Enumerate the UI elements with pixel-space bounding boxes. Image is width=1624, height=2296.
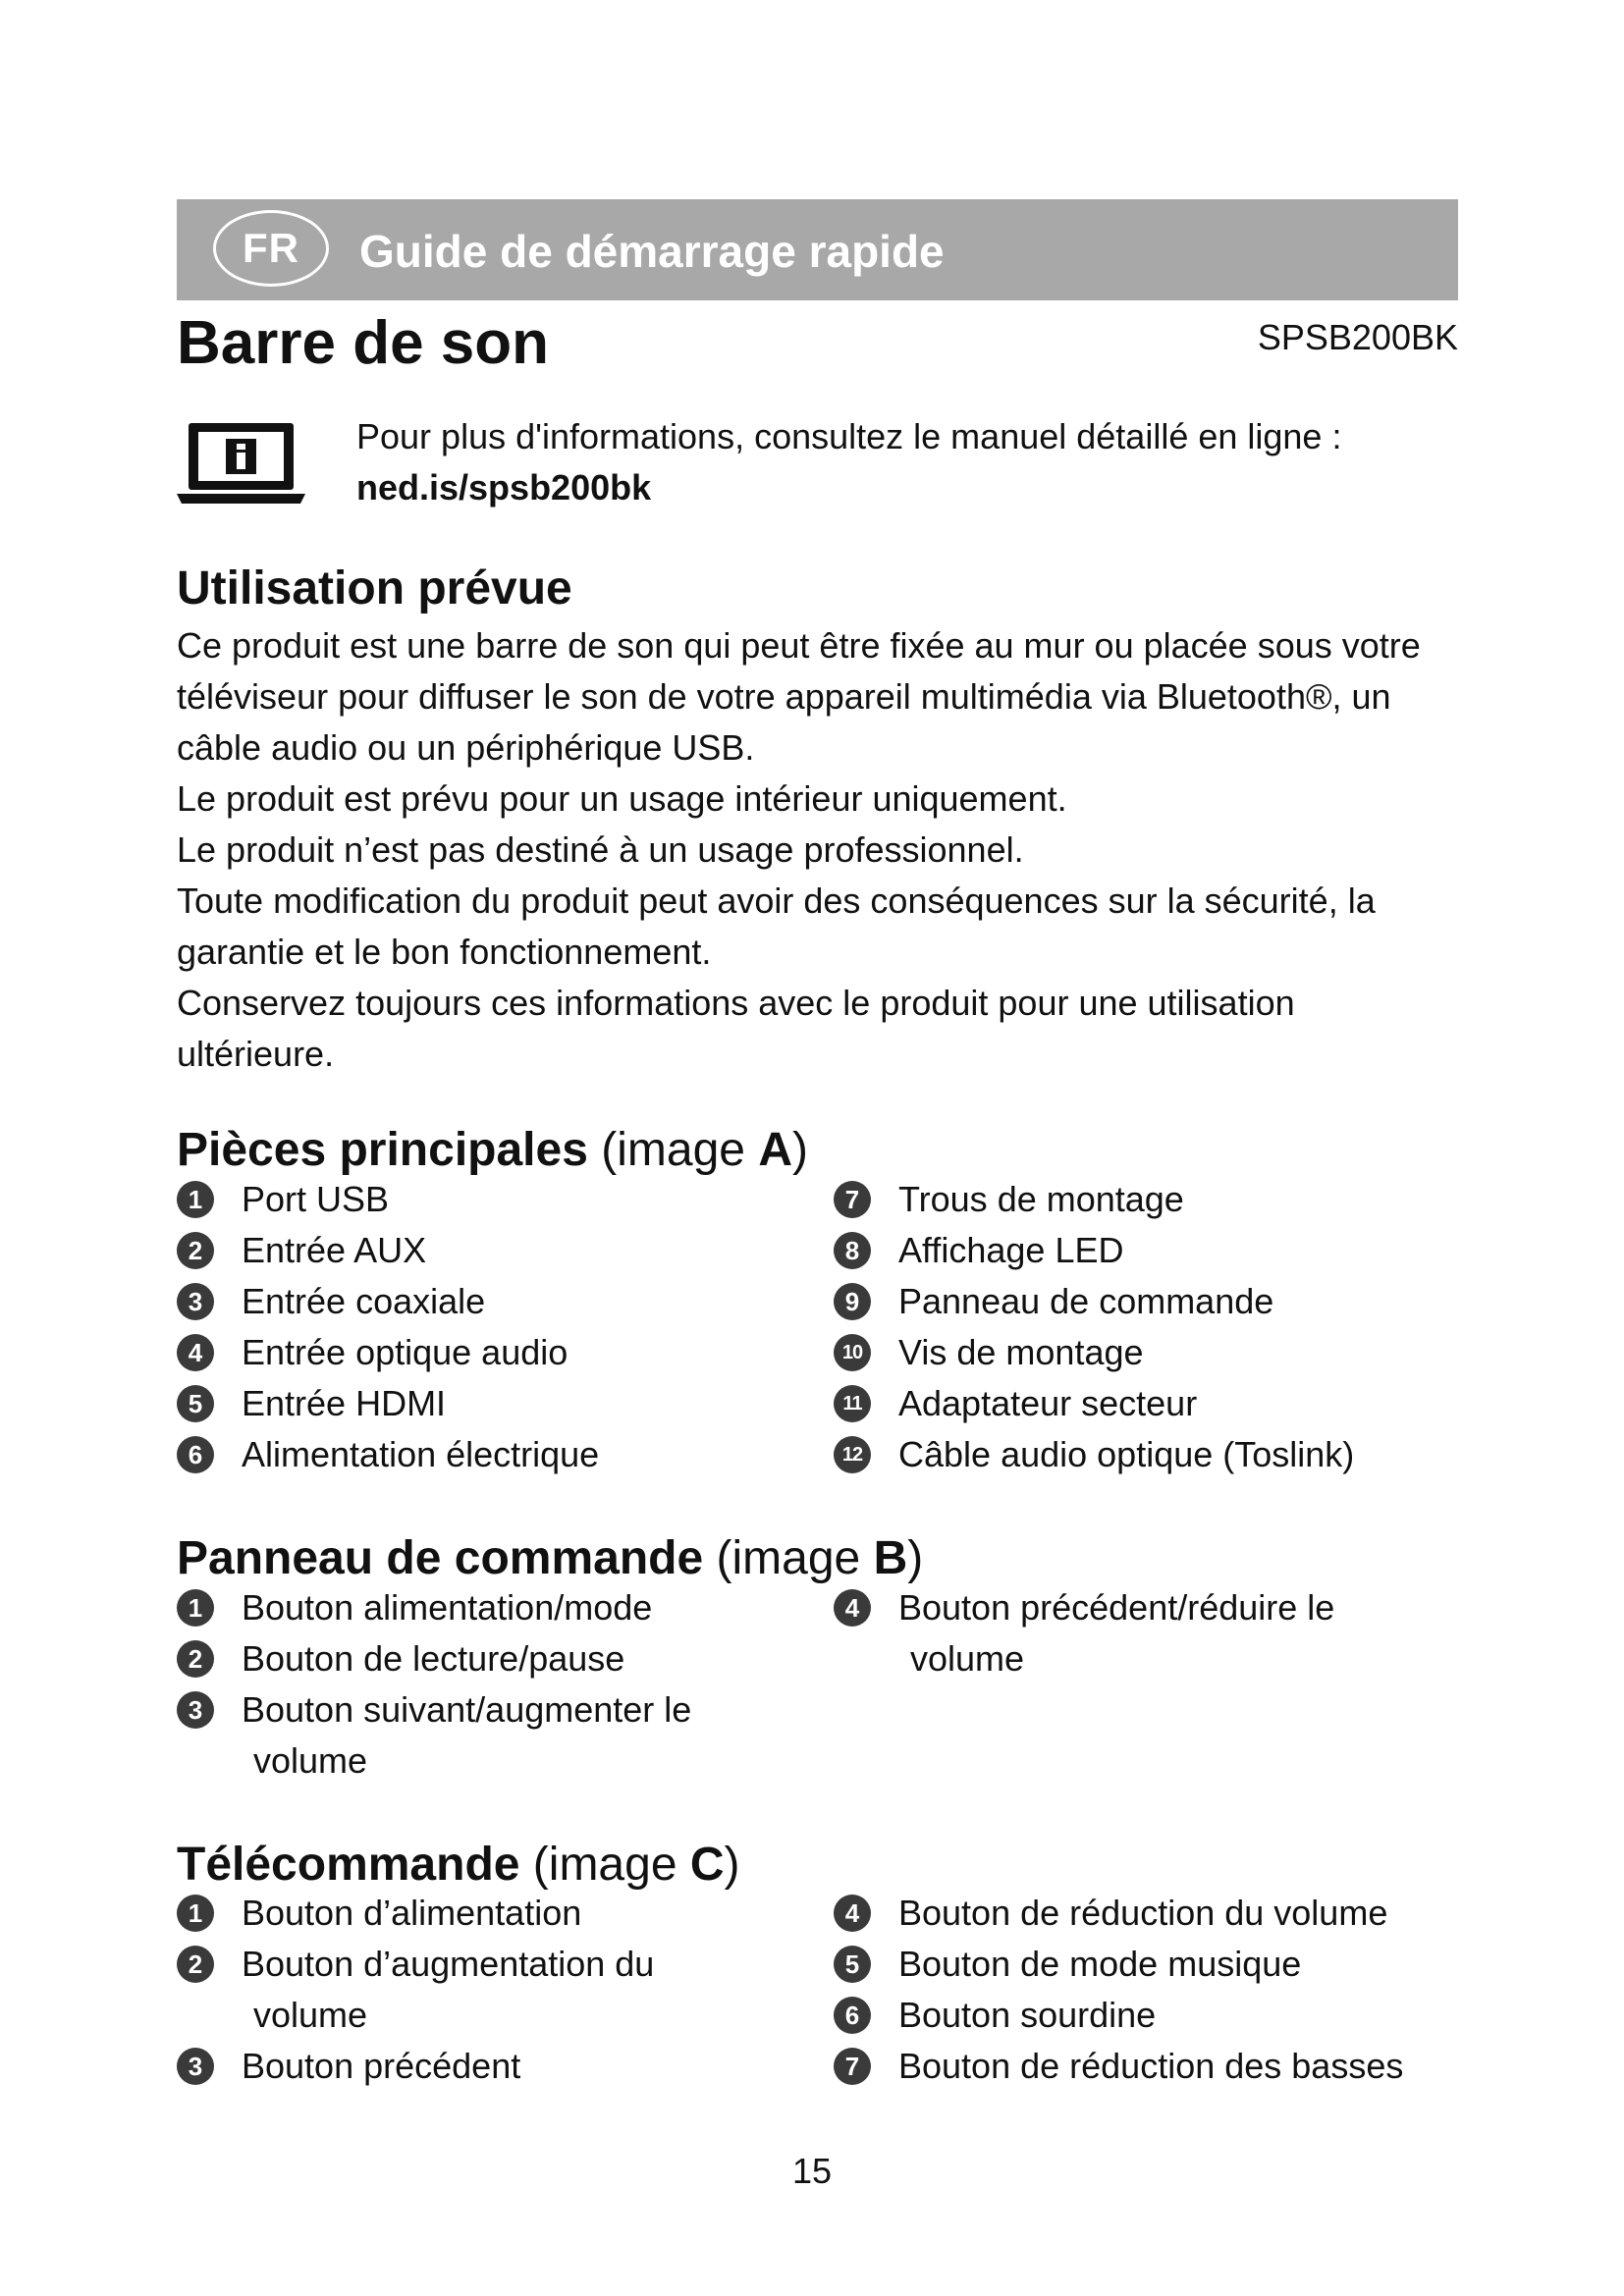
remote-list-left [177,1888,654,2092]
list-item: 2 Bouton d’augmentation du volume [177,1939,654,2041]
list-item: 6 Bouton sourdine [834,1990,1403,2041]
paragraph-line: Conservez toujours ces informations avec le produit pour une utilisation [177,983,1295,1023]
list-item: 4 Entrée optique audio [177,1327,599,1378]
list-item: 1 Bouton alimentation/mode [177,1582,691,1633]
list-item: 1 Bouton d’alimentation [177,1888,654,1939]
main-parts-heading: Pièces principales (image A) [177,1124,808,1176]
number-badge: 2 [177,1640,214,1678]
number-badge: 4 [834,1895,871,1932]
document-title: Barre de son [177,309,550,377]
number-badge: 11 [834,1385,871,1422]
number-badge: 7 [834,1181,871,1218]
list-item: 2 Bouton de lecture/pause [177,1633,691,1684]
paragraph-line: câble audio ou un périphérique USB. [177,727,755,768]
list-item: 1 Port USB [177,1174,599,1225]
number-badge: 7 [834,2048,871,2085]
list-item: 3 Bouton suivant/augmenter le volume [177,1684,691,1787]
number-badge: 2 [177,1946,214,1983]
number-badge: 4 [834,1589,871,1627]
number-badge: 6 [834,1997,871,2034]
list-item: 3 Entrée coaxiale [177,1276,599,1327]
paragraph-line: téléviseur pour diffuser le son de votre appareil multimédia via Bluetooth®, un [177,676,1391,717]
paragraph-line: ultérieure. [177,1034,335,1074]
model-number: SPSB200BK [1257,317,1458,357]
laptop-info-icon [175,419,307,509]
number-badge: 2 [177,1232,214,1269]
number-badge: 5 [834,1946,871,1983]
number-badge: 5 [177,1385,214,1422]
language-badge: FR [213,210,329,287]
online-manual-note [356,411,1341,513]
list-item: 3 Bouton précédent [177,2041,654,2092]
number-badge: 10 [834,1334,871,1371]
list-item: 4 Bouton de réduction du volume [834,1888,1403,1939]
control-panel-heading: Panneau de commande (image B) [177,1532,924,1584]
list-item: 7 Trous de montage [834,1174,1354,1225]
main-parts-list-right [834,1174,1354,1480]
number-badge: 1 [177,1181,214,1218]
number-badge: 6 [177,1436,214,1473]
number-badge: 1 [177,1589,214,1627]
paragraph-line: Le produit n’est pas destiné à un usage professionnel. [177,829,1024,870]
paragraph-line: garantie et le bon fonctionnement. [177,932,712,972]
list-item: 6 Alimentation électrique [177,1429,599,1480]
number-badge: 4 [177,1334,214,1371]
control-panel-list-right [834,1582,1334,1684]
number-badge: 3 [177,1283,214,1320]
list-item: 7 Bouton de réduction des basses [834,2041,1403,2092]
manual-url-link[interactable]: ned.is/spsb200bk [356,467,652,507]
number-badge: 3 [177,1691,214,1729]
list-item: 5 Entrée HDMI [177,1378,599,1429]
main-parts-list-left [177,1174,599,1480]
list-item: 10 Vis de montage [834,1327,1354,1378]
intended-use-text [177,620,1421,1080]
number-badge: 3 [177,2048,214,2085]
list-item: 9 Panneau de commande [834,1276,1354,1327]
header-banner [177,199,1458,300]
list-item: 4 Bouton précédent/réduire le volume [834,1582,1334,1684]
number-badge: 9 [834,1283,871,1320]
list-item: 12 Câble audio optique (Toslink) [834,1429,1354,1480]
list-item: 2 Entrée AUX [177,1225,599,1276]
remote-heading: Télécommande (image C) [177,1839,740,1891]
control-panel-list-left [177,1582,691,1787]
online-manual-text: Pour plus d'informations, consultez le manuel détaillé en ligne : [356,416,1342,456]
list-item: 8 Affichage LED [834,1225,1354,1276]
list-item: 5 Bouton de mode musique [834,1939,1403,1990]
paragraph-line: Le produit est prévu pour un usage intérieur uniquement. [177,778,1067,819]
number-badge: 12 [834,1436,871,1473]
paragraph-line: Ce produit est une barre de son qui peut être fixée au mur ou placée sous votre [177,625,1421,666]
banner-title: Guide de démarrage rapide [359,226,945,277]
intended-use-heading: Utilisation prévue [177,562,572,614]
number-badge: 1 [177,1895,214,1932]
page-number: 15 [791,2151,833,2191]
remote-list-right [834,1888,1403,2092]
paragraph-line: Toute modification du produit peut avoir des conséquences sur la sécurité, la [177,881,1376,921]
number-badge: 8 [834,1232,871,1269]
list-item: 11 Adaptateur secteur [834,1378,1354,1429]
